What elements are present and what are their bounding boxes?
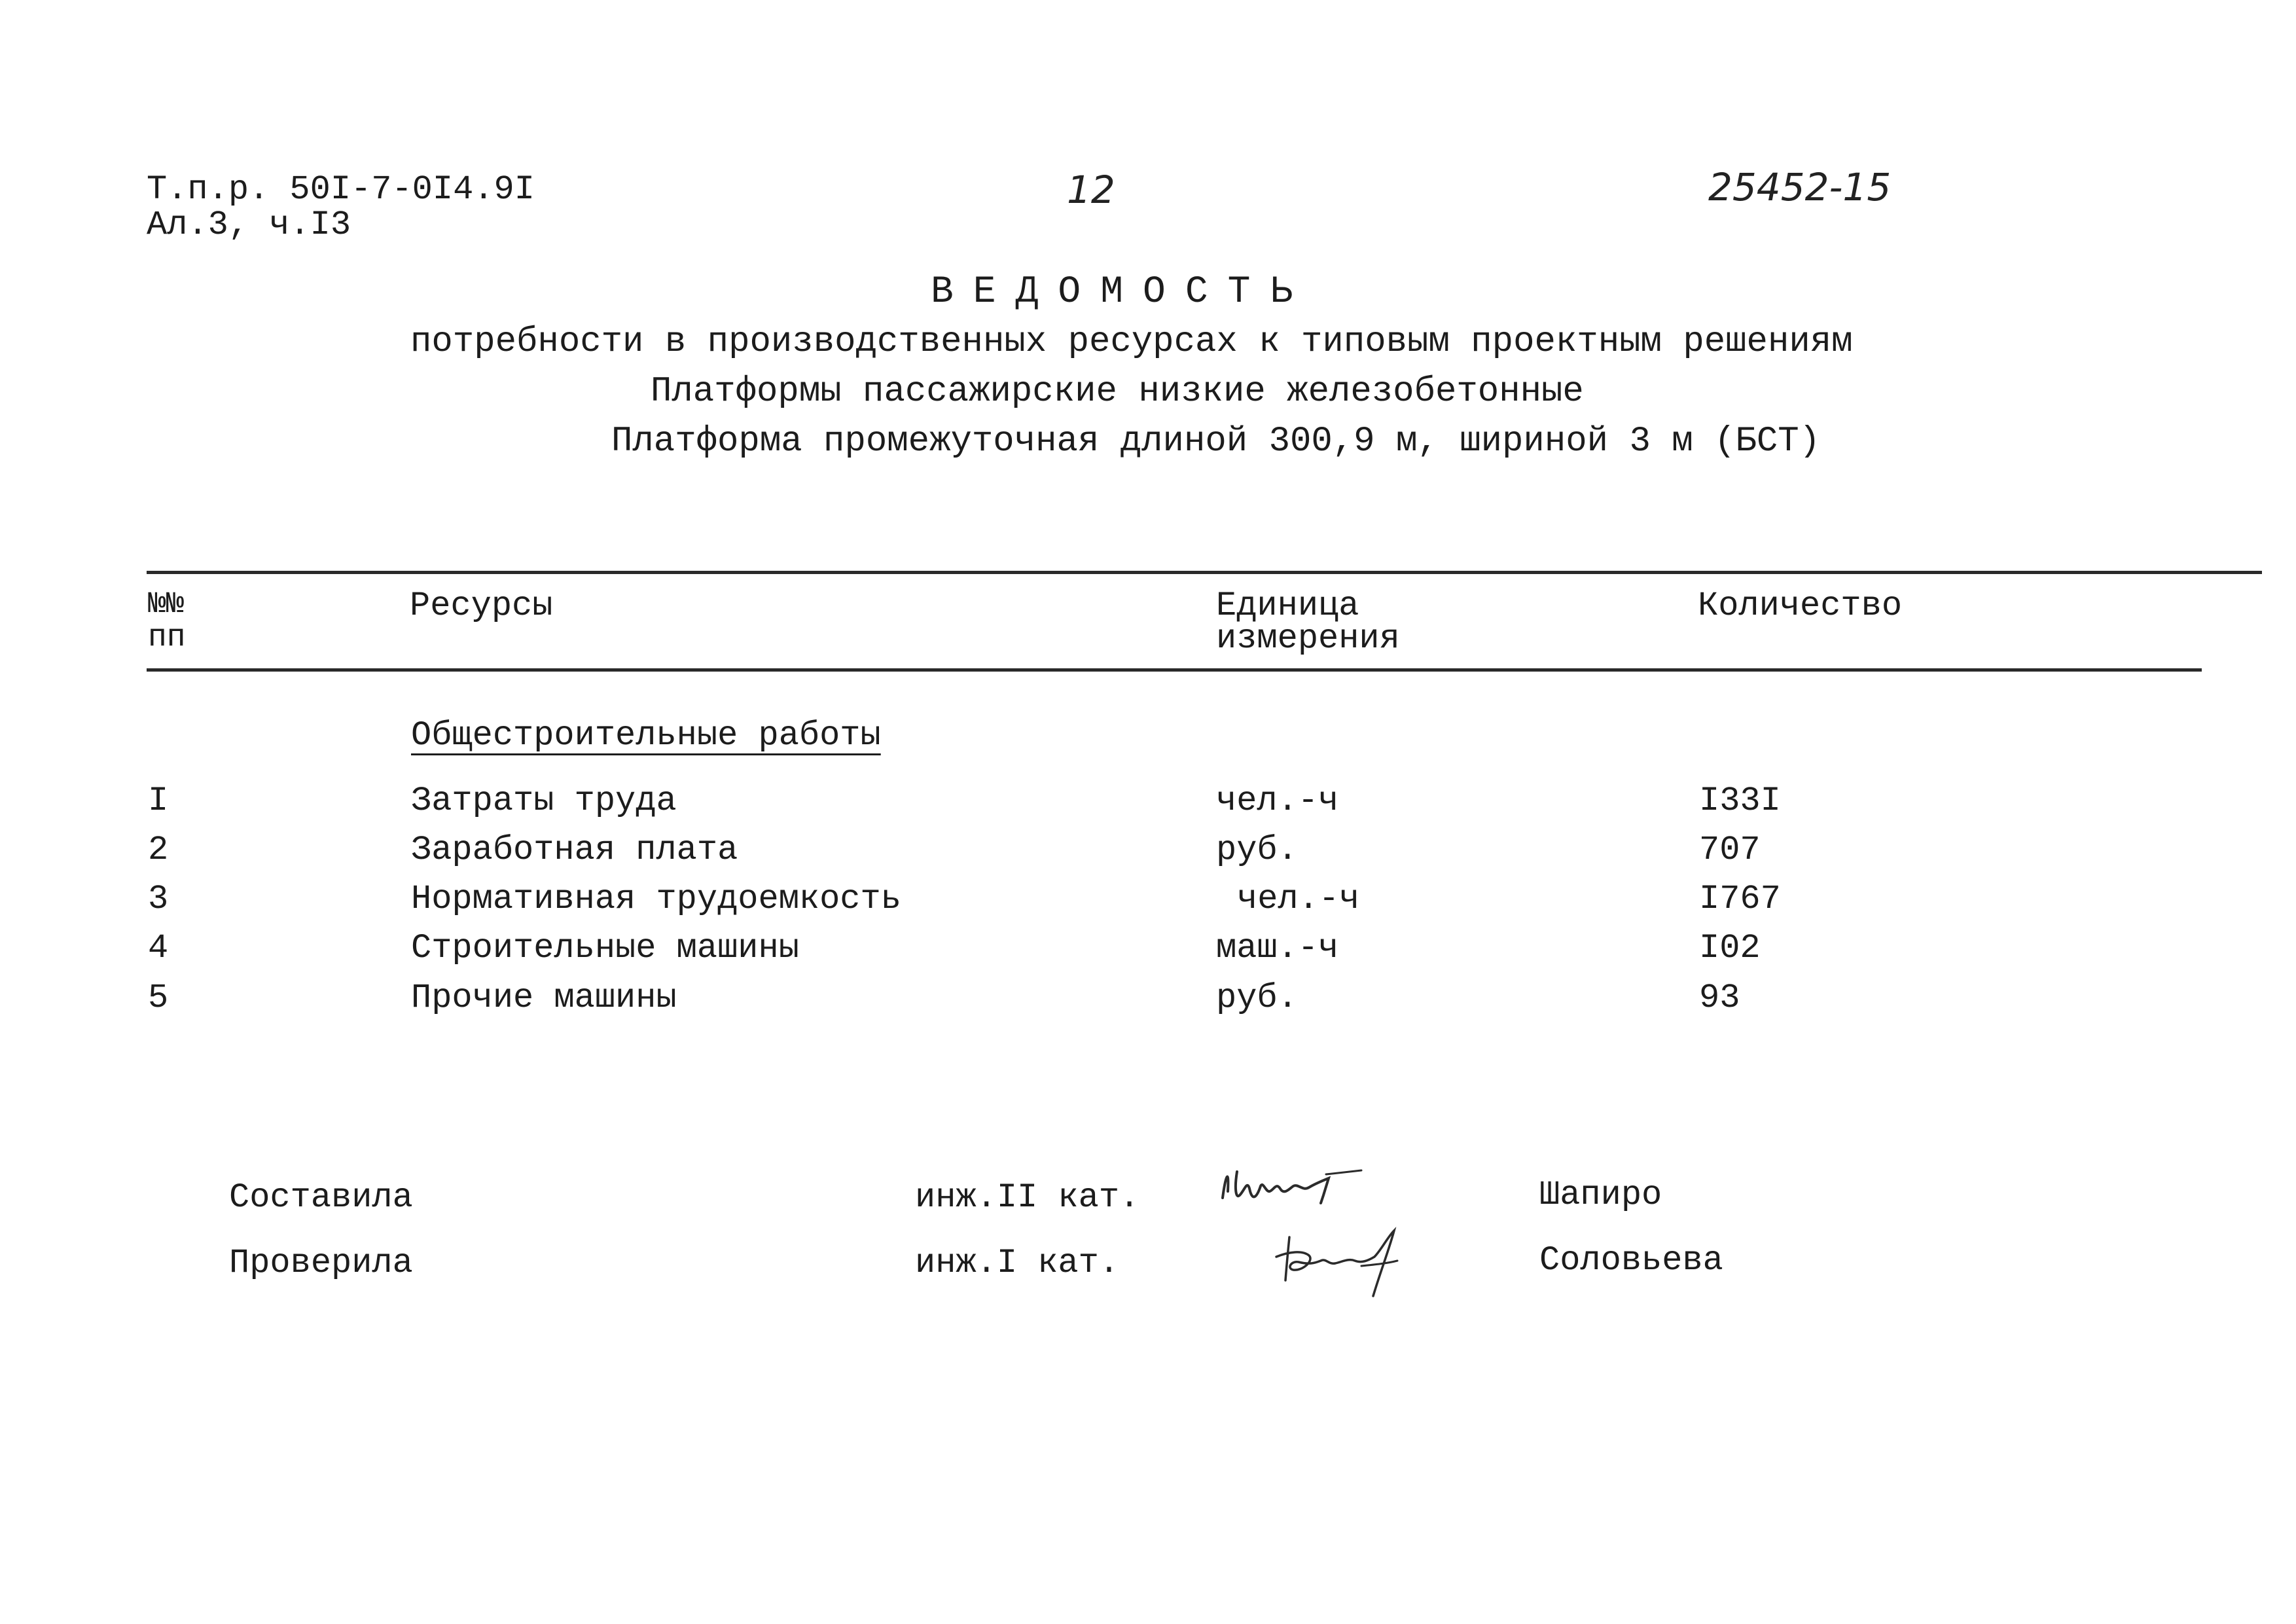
signature-position: инж.I кат.	[915, 1244, 1120, 1282]
row-number: 4	[148, 929, 169, 967]
column-header-unit: Единица	[1216, 586, 1359, 625]
document-heading: ВЕДОМОСТЬ	[931, 271, 1313, 314]
row-unit: руб.	[1216, 979, 1298, 1017]
page-number: 12	[1067, 168, 1115, 212]
title-line-3: Платформа промежуточная длиной 300,9 м, шириной 3 м (БСТ)	[611, 422, 1821, 461]
row-quantity: 93	[1699, 979, 1740, 1017]
signature-role: Проверила	[229, 1244, 413, 1282]
column-header-number-sub: пп	[148, 620, 186, 655]
column-header-unit-sub: измерения	[1216, 619, 1400, 658]
document-code: Т.п.р. 50I-7-0I4.9I	[147, 170, 535, 209]
title-line-1: потребности в производственных ресурсах к типовым проектным решениям	[410, 322, 1853, 362]
column-header-quantity: Количество	[1698, 586, 1903, 625]
row-resource: Заработная плата	[411, 831, 738, 869]
signature-role: Составила	[229, 1178, 413, 1217]
signature-position: инж.II кат.	[915, 1178, 1140, 1217]
table-top-rule	[147, 571, 2262, 574]
table-header-bottom-rule	[147, 668, 2202, 672]
signature-name: Соловьева	[1539, 1241, 1723, 1280]
row-quantity: 707	[1699, 831, 1761, 869]
row-number: I	[148, 782, 169, 820]
row-number: 5	[148, 979, 169, 1017]
title-line-2: Платформы пассажирские низкие железобетонные	[651, 372, 1584, 412]
row-unit: чел.-ч	[1237, 880, 1360, 918]
row-quantity: I33I	[1699, 782, 1781, 820]
row-number: 2	[148, 831, 169, 869]
handwritten-signature-shapiro	[1211, 1152, 1427, 1224]
row-unit: руб.	[1216, 831, 1298, 869]
row-resource: Затраты труда	[411, 782, 677, 820]
row-number: 3	[148, 880, 169, 918]
row-unit: чел.-ч	[1216, 782, 1339, 820]
column-header-number: №№	[148, 587, 185, 621]
handwritten-signature-solovyeva	[1263, 1218, 1460, 1309]
archive-number: 25452-15	[1708, 165, 1892, 209]
album-part: Ал.3, ч.I3	[147, 206, 351, 244]
row-unit: маш.-ч	[1216, 929, 1339, 967]
row-quantity: I767	[1699, 880, 1781, 918]
row-resource: Нормативная трудоемкость	[411, 880, 901, 918]
row-quantity: I02	[1699, 929, 1761, 967]
section-title: Общестроительные работы	[411, 716, 881, 755]
signature-name: Шапиро	[1539, 1176, 1662, 1214]
column-header-resource: Ресурсы	[410, 586, 553, 625]
row-resource: Строительные машины	[411, 929, 799, 967]
row-resource: Прочие машины	[411, 979, 677, 1017]
